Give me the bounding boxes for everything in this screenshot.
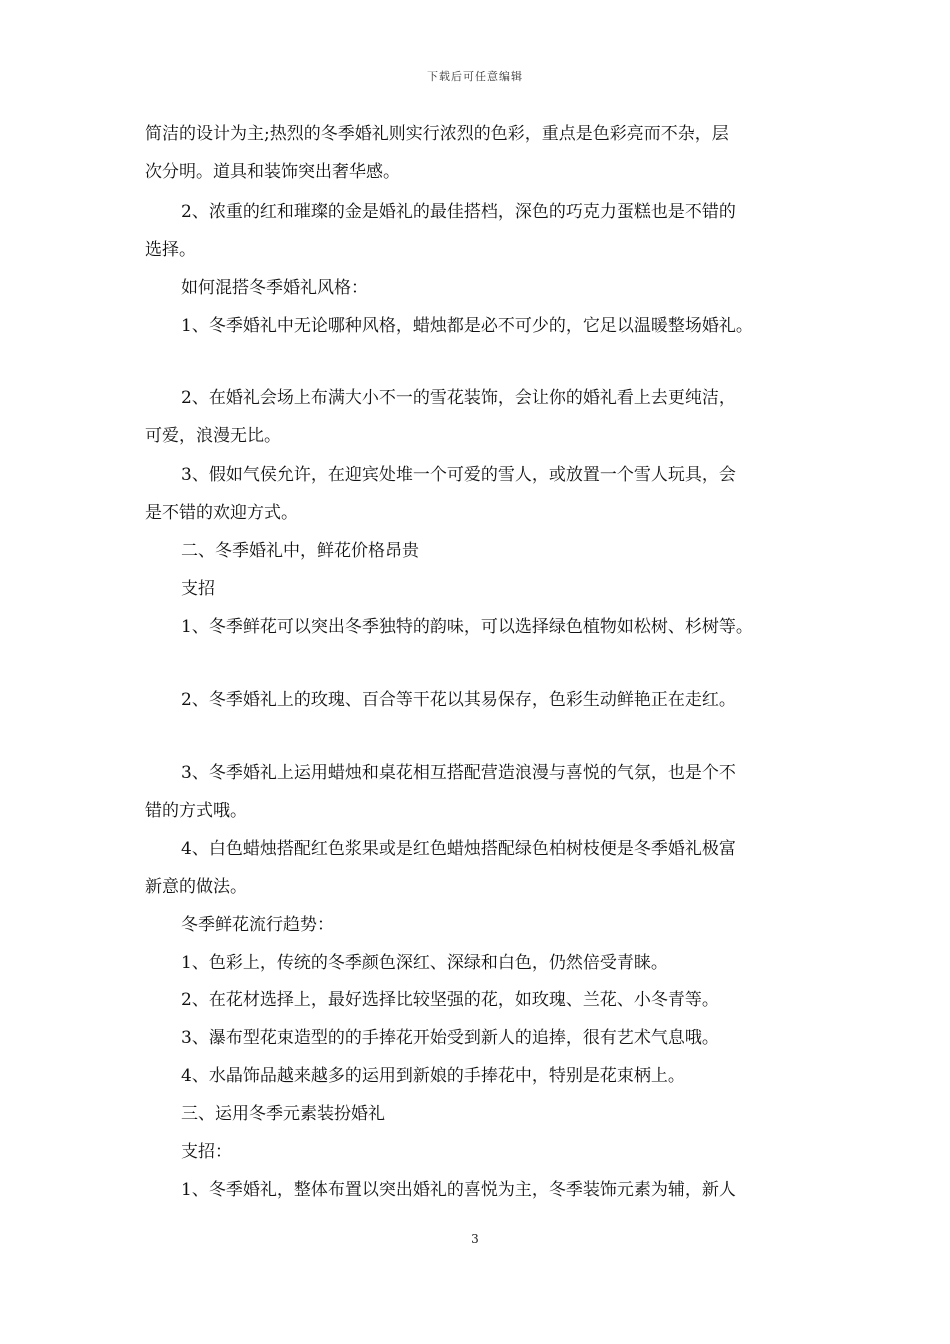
text-line: 次分明。道具和装饰突出奢华感。 bbox=[145, 162, 400, 182]
text-line: 4、白色蜡烛搭配红色浆果或是红色蜡烛搭配绿色柏树枝便是冬季婚礼极富 bbox=[181, 839, 736, 859]
text-line: 2、在婚礼会场上布满大小不一的雪花装饰，会让你的婚礼看上去更纯洁， bbox=[181, 388, 736, 408]
text-line: 2、在花材选择上，最好选择比较坚强的花，如玫瑰、兰花、小冬青等。 bbox=[181, 990, 719, 1010]
text-line: 支招： bbox=[181, 1142, 232, 1162]
section-heading: 三、运用冬季元素装扮婚礼 bbox=[181, 1104, 385, 1124]
text-line: 3、冬季婚礼上运用蜡烛和桌花相互搭配营造浪漫与喜悦的气氛，也是个不 bbox=[181, 763, 736, 783]
text-line: 3、瀑布型花束造型的的手捧花开始受到新人的追捧，很有艺术气息哦。 bbox=[181, 1028, 719, 1048]
text-line: 3、假如气侯允许，在迎宾处堆一个可爱的雪人，或放置一个雪人玩具，会 bbox=[181, 465, 736, 485]
text-line: 2、冬季婚礼上的玫瑰、百合等干花以其易保存，色彩生动鲜艳正在走红。 bbox=[181, 690, 736, 710]
text-line: 1、冬季婚礼，整体布置以突出婚礼的喜悦为主，冬季装饰元素为辅，新人 bbox=[181, 1180, 736, 1200]
text-line: 选择。 bbox=[145, 240, 196, 260]
text-line: 4、水晶饰品越来越多的运用到新娘的手捧花中，特别是花束柄上。 bbox=[181, 1066, 685, 1086]
text-line: 1、色彩上，传统的冬季颜色深红、深绿和白色，仍然倍受青睐。 bbox=[181, 953, 668, 973]
text-line: 1、冬季鲜花可以突出冬季独特的韵味，可以选择绿色植物如松树、杉树等。 bbox=[181, 617, 753, 637]
section-heading: 二、冬季婚礼中，鲜花价格昂贵 bbox=[181, 541, 419, 561]
text-line: 冬季鲜花流行趋势： bbox=[181, 915, 334, 935]
text-line: 2、浓重的红和璀璨的金是婚礼的最佳搭档，深色的巧克力蛋糕也是不错的 bbox=[181, 202, 736, 222]
page-number: 3 bbox=[471, 1232, 479, 1246]
text-line: 简洁的设计为主;热烈的冬季婚礼则实行浓烈的色彩，重点是色彩亮而不杂，层 bbox=[145, 124, 729, 144]
text-line: 是不错的欢迎方式。 bbox=[145, 503, 298, 523]
text-line: 可爱，浪漫无比。 bbox=[145, 426, 281, 446]
text-line: 支招 bbox=[181, 579, 215, 599]
text-line: 如何混搭冬季婚礼风格： bbox=[181, 278, 368, 298]
text-line: 新意的做法。 bbox=[145, 877, 247, 897]
text-line: 错的方式哦。 bbox=[145, 801, 247, 821]
text-line: 1、冬季婚礼中无论哪种风格，蜡烛都是必不可少的，它足以温暖整场婚礼。 bbox=[181, 316, 753, 336]
header-note: 下载后可任意编辑 bbox=[427, 70, 523, 83]
